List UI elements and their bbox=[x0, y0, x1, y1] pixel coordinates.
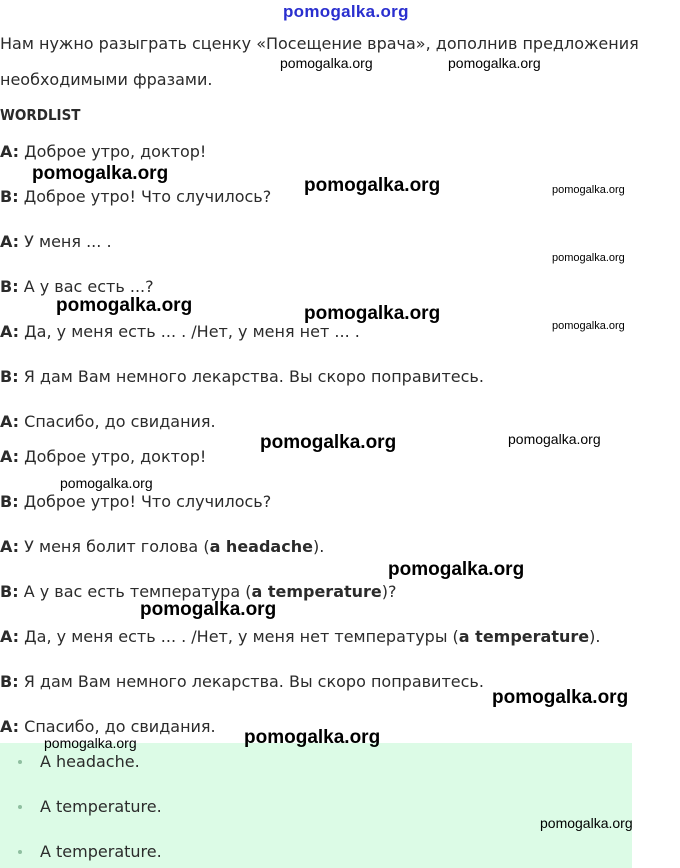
watermark: pomogalka.org bbox=[44, 735, 137, 751]
speaker-label: B: bbox=[0, 187, 19, 206]
watermark: pomogalka.org bbox=[448, 55, 541, 71]
line-text-pre: У меня болит голова ( bbox=[24, 537, 210, 556]
dialog2-line bbox=[0, 717, 216, 736]
dialog1-line bbox=[0, 232, 112, 251]
watermark: pomogalka.org bbox=[56, 295, 193, 316]
line-text: Я дам Вам немного лекарства. Вы скоро поправитесь. bbox=[23, 367, 484, 386]
dialog1-line bbox=[0, 412, 216, 431]
site-logo: pomogalka.org bbox=[283, 2, 409, 21]
speaker-label: B: bbox=[0, 277, 19, 296]
speaker-label: B: bbox=[0, 367, 19, 386]
speaker-label: A: bbox=[0, 322, 20, 341]
watermark: pomogalka.org bbox=[304, 303, 441, 324]
line-text: Я дам Вам немного лекарства. Вы скоро поправитесь. bbox=[23, 672, 484, 691]
watermark: pomogalka.org bbox=[552, 252, 625, 264]
speaker-label: B: bbox=[0, 672, 19, 691]
english-answer: a headache bbox=[209, 537, 313, 556]
answer-item: A temperature. bbox=[40, 842, 162, 861]
dialog1-line bbox=[0, 277, 154, 296]
watermark: pomogalka.org bbox=[60, 475, 153, 491]
speaker-label: A: bbox=[0, 412, 20, 431]
watermark: pomogalka.org bbox=[244, 727, 381, 748]
bullet-icon bbox=[18, 760, 22, 764]
speaker-label: A: bbox=[0, 717, 20, 736]
line-text-pre: А у вас есть температура ( bbox=[23, 582, 252, 601]
dialog1-line bbox=[0, 367, 484, 386]
dialog2-line bbox=[0, 672, 484, 691]
watermark: pomogalka.org bbox=[492, 687, 629, 708]
line-text-post: ). bbox=[589, 627, 601, 646]
speaker-label: B: bbox=[0, 582, 19, 601]
line-text: Спасибо, до свидания. bbox=[24, 717, 216, 736]
bullet-icon bbox=[18, 850, 22, 854]
watermark: pomogalka.org bbox=[388, 559, 525, 580]
speaker-label: A: bbox=[0, 142, 20, 161]
line-text: Спасибо, до свидания. bbox=[24, 412, 216, 431]
line-text: А у вас есть ...? bbox=[23, 277, 154, 296]
intro-line-2: необходимыми фразами. bbox=[0, 70, 213, 89]
line-text: Доброе утро! Что случилось? bbox=[23, 187, 272, 206]
watermark: pomogalka.org bbox=[552, 184, 625, 196]
watermark: pomogalka.org bbox=[32, 163, 169, 184]
dialog2-line bbox=[0, 492, 271, 511]
english-answer: a temperature bbox=[458, 627, 590, 646]
dialog2-line bbox=[0, 447, 206, 466]
speaker-label: B: bbox=[0, 492, 19, 511]
speaker-label: A: bbox=[0, 447, 20, 466]
line-text-post: ). bbox=[312, 537, 325, 556]
dialog2-line bbox=[0, 627, 600, 646]
watermark: pomogalka.org bbox=[540, 815, 633, 831]
watermark: pomogalka.org bbox=[140, 599, 277, 620]
watermark: pomogalka.org bbox=[260, 432, 397, 453]
answer-item: A temperature. bbox=[40, 797, 162, 816]
dialog1-line bbox=[0, 142, 206, 161]
line-text: Доброе утро! Что случилось? bbox=[23, 492, 272, 511]
line-text: У меня ... . bbox=[24, 232, 112, 251]
line-text-post: )? bbox=[381, 582, 397, 601]
watermark: pomogalka.org bbox=[552, 320, 625, 332]
line-text: Да, у меня есть ... . /Нет, у меня нет ... . bbox=[24, 322, 360, 341]
wordlist-heading: WORDLIST bbox=[0, 106, 81, 124]
line-text: Доброе утро, доктор! bbox=[24, 142, 207, 161]
answer-item: A headache. bbox=[40, 752, 140, 771]
line-text-pre: Да, у меня есть ... . /Нет, у меня нет температуры ( bbox=[24, 627, 459, 646]
watermark: pomogalka.org bbox=[304, 175, 441, 196]
bullet-icon bbox=[18, 805, 22, 809]
dialog1-line bbox=[0, 187, 271, 206]
speaker-label: A: bbox=[0, 537, 20, 556]
english-answer: a temperature bbox=[251, 582, 382, 601]
line-text: Доброе утро, доктор! bbox=[24, 447, 207, 466]
speaker-label: A: bbox=[0, 232, 20, 251]
watermark: pomogalka.org bbox=[508, 431, 601, 447]
watermark: pomogalka.org bbox=[280, 55, 373, 71]
speaker-label: A: bbox=[0, 627, 20, 646]
dialog2-line bbox=[0, 537, 324, 556]
intro-line-1: Нам нужно разыграть сценку «Посещение врача», дополнив предложения bbox=[0, 34, 639, 53]
